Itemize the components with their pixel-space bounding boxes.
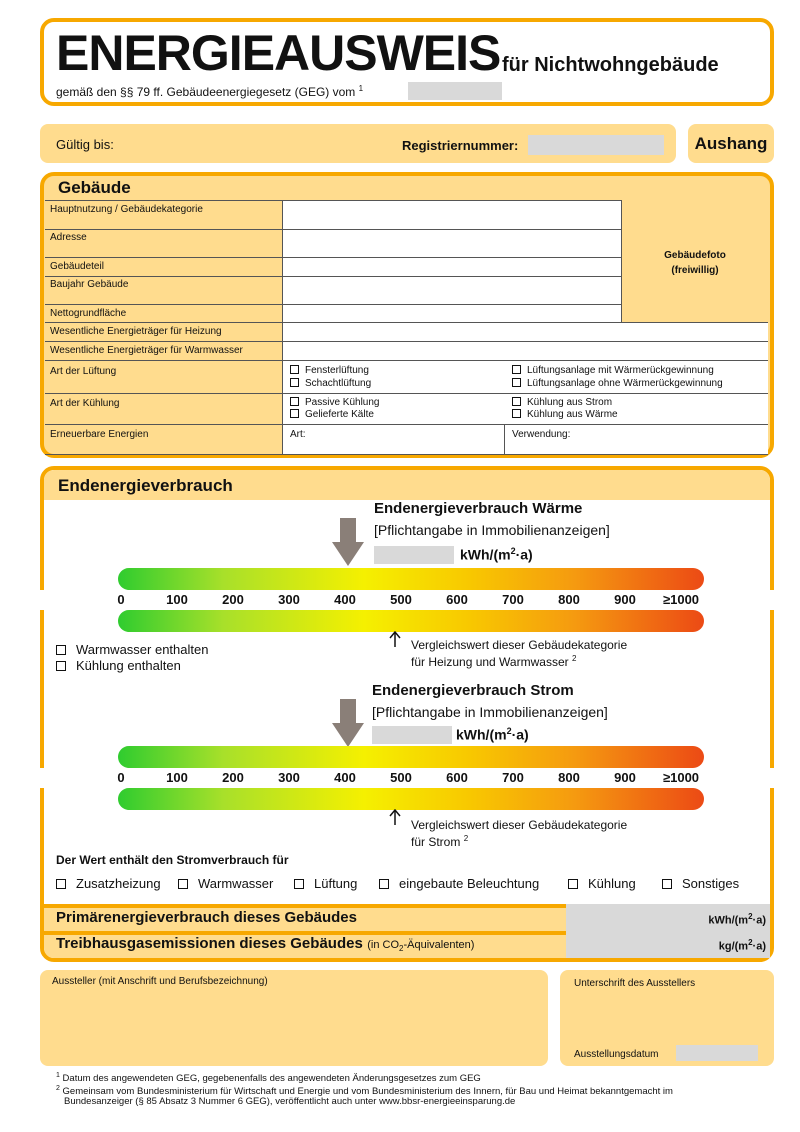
checkbox[interactable] — [512, 397, 521, 406]
scale-tick-label: 400 — [334, 770, 356, 785]
scale-tick-label: 800 — [558, 770, 580, 785]
option-label: Fensterlüftung — [305, 365, 369, 376]
cooling-option[interactable] — [512, 397, 612, 408]
footnote-2-continued: Bundesanzeiger (§ 85 Absatz 3 Nummer 6 GEG), veröffentlicht auch unter www.bbsr-energieeinsparung.de — [64, 1096, 516, 1107]
footnote-ref: 1 — [358, 84, 364, 93]
row-label-address: Adresse — [50, 232, 87, 243]
option-label: eingebaute Beleuchtung — [399, 876, 540, 891]
heat-scale-bottom-bar — [118, 610, 704, 632]
primary-energy-label: Primärenergieverbrauch dieses Gebäudes — [56, 909, 357, 926]
aushang-label: Aushang — [694, 134, 768, 153]
row-line — [45, 424, 768, 425]
power-includes-label: Der Wert enthält den Stromverbrauch für — [56, 853, 289, 867]
power-title: Endenergieverbrauch Strom — [372, 682, 574, 699]
row-label-heating-carrier: Wesentliche Energieträger für Heizung — [50, 326, 222, 337]
scale-tick-label: 700 — [502, 592, 524, 607]
checkbox[interactable] — [56, 645, 66, 655]
row-label-water-carrier: Wesentliche Energieträger für Warmwasser — [50, 345, 243, 356]
emissions-title: Treibhausgasemissionen dieses Gebäudes — [56, 935, 363, 952]
comparison-line: für Strom $^2$ — [411, 834, 469, 849]
footnote-1: $^1$ Datum des angewendeten GEG, gegebenenfalls des angewendeten Änderungsgesetzes zum GEG — [56, 1072, 481, 1085]
scale-tick-label: 600 — [446, 770, 468, 785]
renewable-type-label: Art: — [290, 429, 306, 440]
footnote-ref: 2 — [463, 834, 469, 843]
comparison-line: für Heizung und Warmwasser $^2$ — [411, 654, 577, 669]
option-label: Kühlung aus Strom — [527, 397, 613, 408]
checkbox[interactable] — [512, 409, 521, 418]
power-comparison-arrow-icon — [389, 809, 401, 825]
photo-label: Gebäudefoto — [664, 250, 726, 261]
power-value-field[interactable] — [372, 726, 452, 744]
emissions-unit: $kg/(m^2\cdot a)$ — [718, 938, 766, 953]
checkbox[interactable] — [290, 365, 299, 374]
law-text: gemäß den §§ 79 ff. Gebäudeenergiegesetz (GEG) vom — [56, 85, 356, 99]
scale-tick-label: 500 — [390, 770, 412, 785]
row-label-main-use: Hauptnutzung / Gebäudekategorie — [50, 204, 203, 215]
row-line — [45, 257, 622, 258]
checkbox[interactable] — [290, 397, 299, 406]
checkbox[interactable] — [56, 879, 66, 889]
scale-tick-label: 900 — [614, 592, 636, 607]
option-label: Gelieferte Kälte — [305, 409, 374, 420]
building-section-title: Gebäude — [58, 178, 131, 197]
footnote-ref: 2 — [571, 654, 577, 663]
ventilation-option[interactable] — [290, 365, 369, 376]
power-include-option[interactable] — [56, 876, 161, 891]
scale-tick-label: 700 — [502, 770, 524, 785]
scale-tick-label: 300 — [278, 770, 300, 785]
option-label: Warmwasser — [198, 876, 274, 891]
power-scale-bottom-bar — [118, 788, 704, 810]
document-title: ENERGIEAUSWEIS — [56, 25, 501, 81]
checkbox[interactable] — [568, 879, 578, 889]
photo-optional-label: (freiwillig) — [671, 265, 719, 276]
heat-value-field[interactable] — [374, 546, 454, 564]
row-line — [45, 276, 622, 277]
power-comparison-text — [411, 818, 627, 849]
option-label: Lüftungsanlage mit Wärmerückgewinnung — [527, 365, 714, 376]
checkbox[interactable] — [512, 365, 521, 374]
cooling-option[interactable] — [290, 409, 374, 420]
signature-panel[interactable] — [560, 970, 774, 1066]
row-label-year: Baujahr Gebäude — [50, 279, 129, 290]
checkbox-label: Kühlung enthalten — [76, 658, 181, 673]
row-line — [45, 454, 768, 455]
building-photo-label — [622, 248, 768, 278]
option-label: Passive Kühlung — [305, 397, 380, 408]
scale-tick-label: 200 — [222, 770, 244, 785]
option-label: Sonstiges — [682, 876, 740, 891]
row-label-renewables: Erneuerbare Energien — [50, 429, 149, 440]
renewable-divider — [504, 424, 505, 454]
scale-tick-label: ≥1000 — [662, 770, 700, 785]
cooling-option[interactable] — [290, 397, 380, 408]
power-include-option[interactable] — [178, 876, 273, 891]
comparison-line: Vergleichswert dieser Gebäudekategorie — [411, 638, 628, 652]
option-label: Schachtlüftung — [305, 378, 372, 389]
heat-check-cooling[interactable] — [56, 658, 181, 673]
emissions-label — [56, 935, 474, 953]
validity-panel — [40, 124, 676, 163]
scale-tick-label: 900 — [614, 770, 636, 785]
row-line — [45, 341, 768, 342]
power-include-option[interactable] — [662, 876, 739, 891]
power-include-option[interactable] — [294, 876, 357, 891]
issue-date-field[interactable] — [676, 1045, 758, 1061]
checkbox[interactable] — [56, 661, 66, 671]
aushang-panel — [688, 124, 774, 163]
heat-scale-top-bar — [118, 568, 704, 590]
row-line — [45, 229, 622, 230]
scale-tick-label: 0 — [117, 592, 125, 607]
ventilation-option[interactable] — [512, 365, 714, 376]
checkbox-label: Warmwasser enthalten — [76, 642, 209, 657]
checkbox[interactable] — [178, 879, 188, 889]
scale-tick-label: 200 — [222, 592, 244, 607]
ventilation-option[interactable] — [290, 378, 371, 389]
valid-until-label: Gültig bis: — [56, 137, 114, 152]
checkbox[interactable] — [512, 378, 521, 387]
heat-comparison-arrow-icon — [389, 631, 401, 647]
heat-value-marker-icon — [332, 518, 364, 566]
law-date-field[interactable] — [408, 82, 502, 100]
law-line — [56, 84, 363, 99]
header-panel — [40, 18, 774, 106]
document-subtitle: für Nichtwohngebäude — [502, 54, 719, 76]
row-line — [45, 200, 622, 201]
power-mandatory-note: [Pflichtangabe in Immobilienanzeigen] — [372, 704, 608, 720]
row-line — [45, 360, 768, 361]
power-include-option[interactable] — [379, 876, 539, 891]
footnote-2: $^2$ Gemeinsam vom Bundesministerium für Wirtschaft und Energie und vom Bundesministerium des Innern, für Bau und Heimat bekanntgemacht im — [56, 1085, 673, 1098]
option-label: Lüftungsanlage ohne Wärmerückgewinnung — [527, 378, 723, 389]
heat-check-warmwater[interactable] — [56, 642, 208, 657]
issuer-label: Aussteller (mit Anschrift und Berufsbezeichnung) — [52, 976, 268, 987]
scale-tick-label: 300 — [278, 592, 300, 607]
signature-label: Unterschrift des Ausstellers — [574, 978, 696, 989]
checkbox[interactable] — [662, 879, 672, 889]
scale-tick-label: 600 — [446, 592, 468, 607]
scale-tick-label: 500 — [390, 592, 412, 607]
row-line — [45, 322, 768, 323]
registration-label: Registriernummer: — [402, 138, 519, 153]
heat-unit: kWh/$(m^2\cdot a)$ — [460, 546, 533, 563]
issue-date-label: Ausstellungsdatum — [574, 1049, 659, 1060]
checkbox[interactable] — [290, 378, 299, 387]
heat-title: Endenergieverbrauch Wärme — [374, 500, 583, 517]
scale-tick-label: 0 — [117, 770, 125, 785]
registration-field[interactable] — [528, 135, 664, 155]
power-unit: kWh/$(m^2\cdot a)$ — [456, 726, 529, 743]
option-label: Kühlung — [588, 876, 636, 891]
scale-tick-label: 100 — [166, 592, 188, 607]
primary-energy-unit: kWh/$(m^2\cdot a)$ — [708, 912, 766, 927]
scale-tick-label: ≥1000 — [662, 592, 700, 607]
row-line — [45, 304, 622, 305]
checkbox[interactable] — [290, 409, 299, 418]
power-value-marker-icon — [332, 699, 364, 747]
heat-mandatory-note: [Pflichtangabe in Immobilienanzeigen] — [374, 522, 610, 538]
comparison-line: Vergleichswert dieser Gebäudekategorie — [411, 818, 628, 832]
power-scale-top-bar — [118, 746, 704, 768]
option-label: Kühlung aus Wärme — [527, 409, 618, 420]
consumption-section-title: Endenergieverbrauch — [58, 476, 233, 495]
option-label: Zusatzheizung — [76, 876, 161, 891]
row-label-building-part: Gebäudeteil — [50, 261, 104, 272]
option-label: Lüftung — [314, 876, 358, 891]
issuer-panel[interactable] — [40, 970, 548, 1066]
power-include-option[interactable] — [568, 876, 636, 891]
checkbox[interactable] — [379, 879, 389, 889]
row-label-floor-area: Nettogrundfläche — [50, 308, 127, 319]
cooling-option[interactable] — [512, 409, 618, 420]
scale-tick-label: 800 — [558, 592, 580, 607]
scale-tick-label: 100 — [166, 770, 188, 785]
emissions-suffix: (in $CO_2-Äquivalenten$) — [367, 939, 475, 954]
renewable-use-label: Verwendung: — [512, 429, 571, 440]
scale-tick-label: 400 — [334, 592, 356, 607]
row-label-cooling: Art der Kühlung — [50, 398, 120, 409]
checkbox[interactable] — [294, 879, 304, 889]
heat-comparison-text — [411, 638, 627, 669]
ventilation-option[interactable] — [512, 378, 723, 389]
row-label-ventilation: Art der Lüftung — [50, 366, 117, 377]
row-line — [45, 393, 768, 394]
